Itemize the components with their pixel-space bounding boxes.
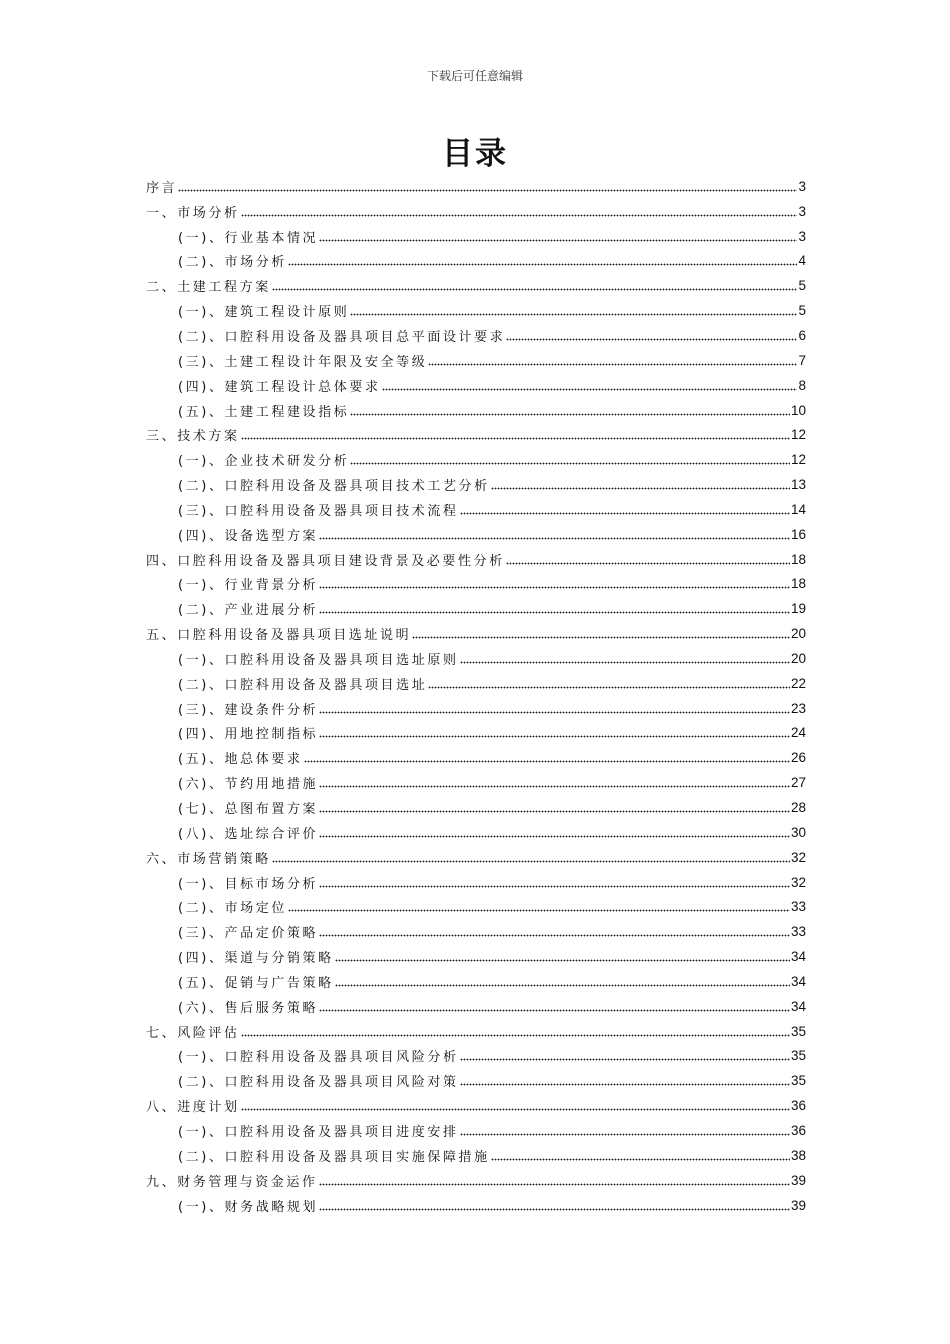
toc-entry[interactable] bbox=[146, 547, 806, 572]
dot-leader bbox=[319, 602, 790, 615]
dot-leader bbox=[319, 876, 790, 889]
toc-entry-label: (一)、财务战略规划 bbox=[178, 1199, 319, 1215]
toc-entry-label: (二)、市场定位 bbox=[178, 901, 287, 917]
toc-entry-label: 八、进度计划 bbox=[146, 1100, 240, 1116]
toc-entry-label: 四、口腔科用设备及器具项目建设背景及必要性分析 bbox=[146, 553, 505, 569]
dot-leader bbox=[319, 726, 790, 739]
dot-leader bbox=[350, 404, 790, 417]
toc-entry-page-number: 34 bbox=[790, 973, 806, 989]
dot-leader bbox=[491, 1149, 790, 1162]
toc-entry-page-number: 18 bbox=[790, 576, 806, 592]
toc-entry-page-number: 3 bbox=[798, 228, 806, 244]
toc-entry[interactable] bbox=[146, 298, 806, 323]
dot-leader bbox=[319, 1174, 790, 1187]
toc-entry-page-number: 12 bbox=[790, 427, 806, 443]
dot-leader bbox=[319, 702, 790, 715]
toc-entry[interactable] bbox=[146, 696, 806, 721]
toc-entry-label: 五、口腔科用设备及器具项目选址说明 bbox=[146, 628, 412, 644]
dot-leader bbox=[460, 1124, 790, 1137]
toc-entry-label: (八)、选址综合评价 bbox=[178, 826, 319, 842]
toc-entry-label: (一)、建筑工程设计原则 bbox=[178, 305, 350, 321]
toc-entry[interactable] bbox=[146, 199, 806, 224]
toc-entry-label: (一)、行业背景分析 bbox=[178, 578, 319, 594]
toc-entry-label: (四)、渠道与分销策略 bbox=[178, 951, 334, 967]
toc-entry-page-number: 24 bbox=[790, 725, 806, 741]
toc-entry-label: 序言 bbox=[146, 180, 178, 196]
toc-entry-label: (五)、土建工程建设指标 bbox=[178, 404, 350, 420]
dot-leader bbox=[506, 329, 797, 342]
toc-entry-page-number: 27 bbox=[790, 775, 806, 791]
toc-entry[interactable] bbox=[146, 497, 806, 522]
toc-entry-label: 二、土建工程方案 bbox=[146, 280, 271, 296]
toc-entry[interactable] bbox=[146, 596, 806, 621]
dot-leader bbox=[506, 553, 790, 566]
toc-entry[interactable] bbox=[146, 522, 806, 547]
dot-leader bbox=[319, 925, 790, 938]
dot-leader bbox=[412, 627, 790, 640]
toc-entry-label: 九、财务管理与资金运作 bbox=[146, 1174, 318, 1190]
toc-entry-label: (一)、目标市场分析 bbox=[178, 876, 319, 892]
toc-entry-page-number: 7 bbox=[798, 352, 806, 368]
toc-entry[interactable] bbox=[146, 373, 806, 398]
toc-entry-page-number: 4 bbox=[798, 253, 806, 269]
dot-leader bbox=[178, 180, 797, 193]
toc-entry-label: (二)、口腔科用设备及器具项目技术工艺分析 bbox=[178, 479, 490, 495]
toc-entry-page-number: 14 bbox=[790, 501, 806, 517]
toc-entry-label: (三)、口腔科用设备及器具项目技术流程 bbox=[178, 503, 459, 519]
dot-leader bbox=[319, 1199, 790, 1212]
toc-entry-page-number: 35 bbox=[790, 1048, 806, 1064]
toc-entry-page-number: 19 bbox=[790, 601, 806, 617]
toc-entry[interactable] bbox=[146, 398, 806, 423]
toc-entry[interactable] bbox=[146, 1068, 806, 1093]
dot-leader bbox=[241, 1025, 790, 1038]
toc-entry[interactable] bbox=[146, 1193, 806, 1218]
toc-entry-page-number: 34 bbox=[790, 949, 806, 965]
dot-leader bbox=[460, 1049, 790, 1062]
toc-entry[interactable] bbox=[146, 870, 806, 895]
toc-entry-label: (一)、口腔科用设备及器具项目风险分析 bbox=[178, 1050, 459, 1066]
toc-entry[interactable] bbox=[146, 1093, 806, 1118]
toc-entry-page-number: 39 bbox=[790, 1172, 806, 1188]
toc-entry-label: (二)、市场分析 bbox=[178, 255, 287, 271]
toc-entry-label: (二)、口腔科用设备及器具项目总平面设计要求 bbox=[178, 329, 506, 345]
toc-entry[interactable] bbox=[146, 994, 806, 1019]
toc-entry-page-number: 39 bbox=[790, 1197, 806, 1213]
dot-leader bbox=[319, 826, 790, 839]
dot-leader bbox=[491, 478, 790, 491]
toc-entry[interactable] bbox=[146, 919, 806, 944]
toc-entry-page-number: 26 bbox=[790, 750, 806, 766]
toc-entry[interactable] bbox=[146, 646, 806, 671]
toc-entry-label: (六)、节约用地措施 bbox=[178, 777, 319, 793]
toc-entry[interactable] bbox=[146, 944, 806, 969]
toc-entry-page-number: 20 bbox=[790, 650, 806, 666]
dot-leader bbox=[460, 652, 790, 665]
toc-entry[interactable] bbox=[146, 621, 806, 646]
toc-entry-label: (三)、建设条件分析 bbox=[178, 702, 319, 718]
toc-entry-label: (四)、建筑工程设计总体要求 bbox=[178, 379, 381, 395]
header-note: 下载后可任意编辑 bbox=[426, 69, 523, 83]
toc-entry[interactable] bbox=[146, 249, 806, 274]
dot-leader bbox=[460, 503, 790, 516]
toc-entry-label: 七、风险评估 bbox=[146, 1025, 240, 1041]
toc-entry-label: (三)、土建工程设计年限及安全等级 bbox=[178, 354, 428, 370]
toc-entry-page-number: 3 bbox=[798, 178, 806, 194]
dot-leader bbox=[304, 751, 790, 764]
dot-leader bbox=[241, 1099, 790, 1112]
toc-entry-label: 一、市场分析 bbox=[146, 205, 240, 221]
dot-leader bbox=[319, 528, 790, 541]
toc-entry[interactable] bbox=[146, 1143, 806, 1168]
toc-entry[interactable] bbox=[146, 721, 806, 746]
toc-entry-label: (二)、口腔科用设备及器具项目实施保障措施 bbox=[178, 1149, 490, 1165]
toc-entry-page-number: 8 bbox=[798, 377, 806, 393]
toc-entry-page-number: 34 bbox=[790, 998, 806, 1014]
toc-entry[interactable] bbox=[146, 820, 806, 845]
toc-entry-page-number: 5 bbox=[798, 303, 806, 319]
toc-entry-label: 三、技术方案 bbox=[146, 429, 240, 445]
toc-entry[interactable] bbox=[146, 422, 806, 447]
toc-entry-label: 六、市场营销策略 bbox=[146, 851, 271, 867]
toc-entry-page-number: 32 bbox=[790, 874, 806, 890]
toc-entry[interactable] bbox=[146, 894, 806, 919]
toc-entry[interactable] bbox=[146, 1019, 806, 1044]
toc-entry-page-number: 36 bbox=[790, 1098, 806, 1114]
toc-entry[interactable] bbox=[146, 348, 806, 373]
toc-entry-label: (二)、产业进展分析 bbox=[178, 603, 319, 619]
toc-entry[interactable] bbox=[146, 323, 806, 348]
toc-entry[interactable] bbox=[146, 447, 806, 472]
toc-entry-page-number: 33 bbox=[790, 899, 806, 915]
toc-entry-page-number: 13 bbox=[790, 477, 806, 493]
dot-leader bbox=[428, 354, 797, 367]
dot-leader bbox=[319, 776, 790, 789]
toc-entry-label: (一)、口腔科用设备及器具项目进度安排 bbox=[178, 1124, 459, 1140]
toc-title: 目录 bbox=[442, 136, 508, 172]
toc-entry-page-number: 12 bbox=[790, 452, 806, 468]
toc-entry[interactable] bbox=[146, 273, 806, 298]
toc-entry-label: (三)、产品定价策略 bbox=[178, 926, 319, 942]
dot-leader bbox=[319, 1000, 790, 1013]
toc-entry-page-number: 35 bbox=[790, 1073, 806, 1089]
toc-entry[interactable] bbox=[146, 969, 806, 994]
toc-entry-label: (六)、售后服务策略 bbox=[178, 1000, 319, 1016]
dot-leader bbox=[272, 851, 790, 864]
toc-entry-page-number: 38 bbox=[790, 1147, 806, 1163]
dot-leader bbox=[382, 379, 798, 392]
dot-leader bbox=[241, 428, 790, 441]
toc-entry-page-number: 33 bbox=[790, 924, 806, 940]
toc-entry-page-number: 32 bbox=[790, 849, 806, 865]
toc-entry[interactable] bbox=[146, 671, 806, 696]
toc-entry-page-number: 20 bbox=[790, 626, 806, 642]
dot-leader bbox=[460, 1074, 790, 1087]
toc-entry-page-number: 18 bbox=[790, 551, 806, 567]
toc-entry-label: (二)、口腔科用设备及器具项目风险对策 bbox=[178, 1075, 459, 1091]
dot-leader bbox=[319, 801, 790, 814]
table-of-contents bbox=[146, 174, 806, 1217]
toc-entry-page-number: 28 bbox=[790, 800, 806, 816]
toc-entry[interactable] bbox=[146, 1168, 806, 1193]
toc-entry[interactable] bbox=[146, 1044, 806, 1069]
toc-entry-label: (四)、用地控制指标 bbox=[178, 727, 319, 743]
toc-entry[interactable] bbox=[146, 770, 806, 795]
toc-entry-label: (七)、总图布置方案 bbox=[178, 802, 319, 818]
toc-entry[interactable] bbox=[146, 174, 806, 199]
toc-entry-page-number: 5 bbox=[798, 278, 806, 294]
toc-entry[interactable] bbox=[146, 572, 806, 597]
dot-leader bbox=[319, 577, 790, 590]
toc-entry-page-number: 3 bbox=[798, 203, 806, 219]
toc-entry[interactable] bbox=[146, 745, 806, 770]
toc-entry-label: (五)、地总体要求 bbox=[178, 752, 303, 768]
toc-entry[interactable] bbox=[146, 845, 806, 870]
toc-entry[interactable] bbox=[146, 472, 806, 497]
dot-leader bbox=[288, 254, 798, 267]
dot-leader bbox=[350, 304, 797, 317]
toc-entry-label: (一)、行业基本情况 bbox=[178, 230, 319, 246]
toc-entry-label: (一)、口腔科用设备及器具项目选址原则 bbox=[178, 652, 459, 668]
dot-leader bbox=[350, 453, 790, 466]
toc-entry[interactable] bbox=[146, 1118, 806, 1143]
toc-entry-page-number: 23 bbox=[790, 700, 806, 716]
toc-entry[interactable] bbox=[146, 224, 806, 249]
toc-entry-label: (二)、口腔科用设备及器具项目选址 bbox=[178, 677, 428, 693]
toc-entry-label: (五)、促销与广告策略 bbox=[178, 975, 334, 991]
toc-entry-page-number: 6 bbox=[798, 327, 806, 343]
toc-entry[interactable] bbox=[146, 795, 806, 820]
toc-entry-page-number: 36 bbox=[790, 1122, 806, 1138]
dot-leader bbox=[335, 950, 790, 963]
dot-leader bbox=[319, 230, 797, 243]
toc-entry-page-number: 10 bbox=[790, 402, 806, 418]
toc-entry-label: (一)、企业技术研发分析 bbox=[178, 454, 350, 470]
toc-entry-page-number: 22 bbox=[790, 675, 806, 691]
dot-leader bbox=[241, 205, 798, 218]
toc-entry-page-number: 30 bbox=[790, 824, 806, 840]
toc-entry-page-number: 16 bbox=[790, 526, 806, 542]
dot-leader bbox=[335, 975, 790, 988]
toc-entry-label: (四)、设备选型方案 bbox=[178, 528, 319, 544]
dot-leader bbox=[288, 900, 790, 913]
dot-leader bbox=[272, 279, 798, 292]
dot-leader bbox=[428, 677, 790, 690]
toc-entry-page-number: 35 bbox=[790, 1023, 806, 1039]
